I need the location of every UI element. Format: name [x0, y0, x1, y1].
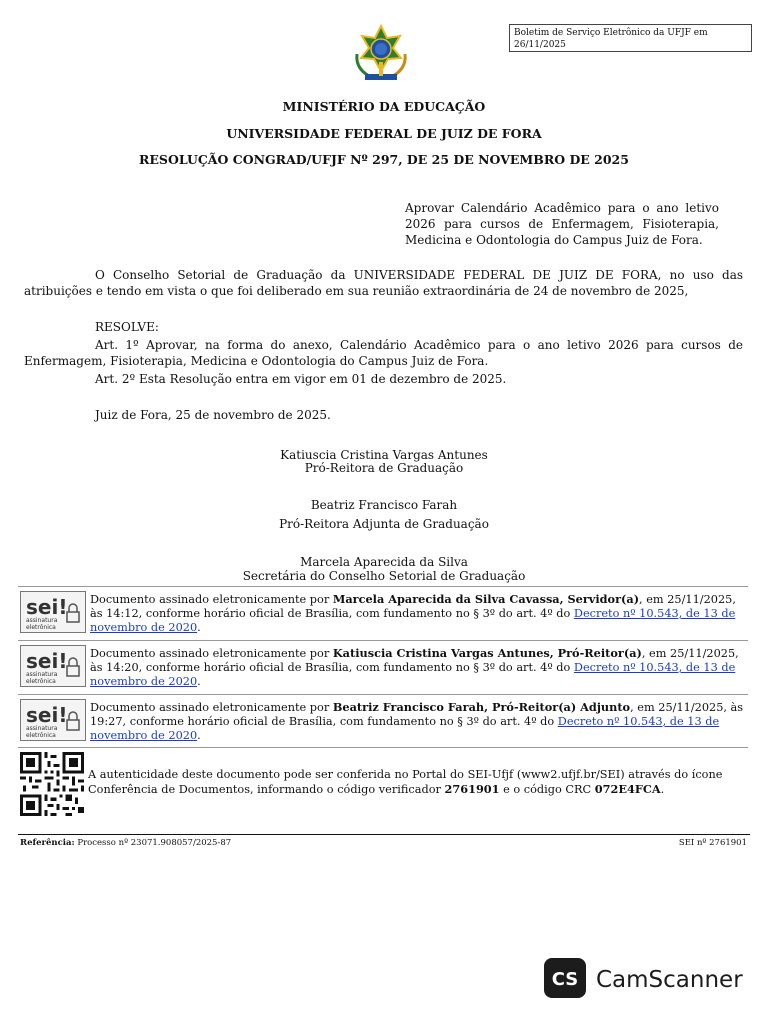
divider	[18, 747, 748, 748]
article-1: Art. 1º Aprovar, na forma do anexo, Calendário Acadêmico para o ano letivo 2026 para cursos de Enfermagem, Fisioterapia, Medicina e Odontologia do Campus Juiz de Fora.	[24, 338, 743, 368]
camscanner-text: CamScanner	[596, 967, 743, 993]
sei-signature-seal-icon	[20, 645, 86, 687]
article-2: Art. 2º Esta Resolução entra em vigor em 01 de dezembro de 2025.	[95, 372, 507, 386]
signatory-role: Pró-Reitora Adjunta de Graduação	[279, 517, 489, 531]
camscanner-logo-icon	[544, 958, 744, 998]
authenticity-notice: A autenticidade deste documento pode ser conferida no Portal do SEI-Ufjf (www2.ufjf.br/SEI) através do ícone Conferência de Documentos, informando o código verificador 2761901 e o código CRC 072E4FCA.	[88, 768, 723, 796]
sei-logo-icon	[21, 700, 85, 740]
boletim-box: Boletim de Serviço Eletrônico da UFJF em 26/11/2025	[509, 24, 752, 52]
signer-name: Beatriz Francisco Farah, Pró-Reitor(a) Adjunto	[332, 700, 631, 714]
brazil-coat-of-arms-icon	[351, 24, 411, 86]
signer-name: Marcela Aparecida da Silva Cavassa, Servidor(a)	[332, 592, 640, 606]
svg-text:sei!: sei!	[26, 649, 68, 673]
camscanner-watermark	[544, 958, 744, 998]
signature-text: Documento assinado eletronicamente por Beatriz Francisco Farah, Pró-Reitor(a) Adjunto, em 25/11/2025, às 19:27, conforme horário oficial de Brasília, com fundamento no § 3º do art. 4º do Decreto nº 10.543, de 13 de novembro de 2020.	[90, 700, 744, 742]
svg-text:sei!: sei!	[26, 703, 68, 727]
svg-text:eletrônica: eletrônica	[26, 678, 56, 685]
reference	[20, 838, 231, 848]
verification-code: 2761901	[444, 782, 500, 796]
decree-link[interactable]: Decreto nº 10.543, de 13 de novembro de 2020	[90, 607, 736, 634]
decree-link[interactable]: Decreto nº 10.543, de 13 de novembro de 2020	[90, 661, 736, 688]
signatory-role: Pró-Reitora de Graduação	[304, 461, 464, 475]
crc-code: 072E4FCA	[594, 782, 661, 796]
svg-text:assinatura: assinatura	[26, 617, 58, 624]
svg-text:CS: CS	[551, 969, 579, 990]
reference-label: Referência:	[20, 838, 75, 848]
signatory-name: Beatriz Francisco Farah	[310, 498, 458, 512]
resolution-title: RESOLUÇÃO CONGRAD/UFJF Nº 297, DE 25 DE NOVEMBRO DE 2025	[139, 152, 629, 167]
university-heading: UNIVERSIDADE FEDERAL DE JUIZ DE FORA	[226, 126, 542, 141]
signature-text: Documento assinado eletronicamente por Marcela Aparecida da Silva Cavassa, Servidor(a), em 25/11/2025, às 14:12, conforme horário oficial de Brasília, com fundamento no § 3º do art. 4º do Decreto nº 10.543, de 13 de novembro de 2020.	[90, 592, 736, 634]
svg-text:eletrônica: eletrônica	[26, 732, 56, 739]
signature-text: Documento assinado eletronicamente por Katiuscia Cristina Vargas Antunes, Pró-Reitor(a), em 25/11/2025, às 14:20, conforme horário oficial de Brasília, com fundamento no § 3º do art. 4º do Decreto nº 10.543, de 13 de novembro de 2020.	[90, 646, 739, 688]
sei-logo-icon	[21, 592, 85, 632]
signatory-role: Secretária do Conselho Setorial de Graduação	[242, 569, 526, 583]
resolve-label: RESOLVE:	[95, 320, 159, 334]
ementa: Aprovar Calendário Acadêmico para o ano letivo 2026 para cursos de Enfermagem, Fisioterapia, Medicina e Odontologia do Campus Juiz de Fora.	[405, 201, 719, 247]
footer-divider	[18, 834, 750, 835]
sei-signature-seal-icon	[20, 699, 86, 741]
signature-block	[18, 694, 748, 747]
signatory-name: Katiuscia Cristina Vargas Antunes	[280, 448, 488, 462]
signature-block	[18, 640, 748, 693]
signature-block	[18, 586, 748, 639]
svg-text:assinatura: assinatura	[26, 671, 58, 678]
place-date: Juiz de Fora, 25 de novembro de 2025.	[95, 408, 331, 422]
qr-code-icon[interactable]	[20, 752, 84, 816]
signer-name: Katiuscia Cristina Vargas Antunes, Pró-Reitor(a)	[332, 646, 642, 660]
ministry-heading: MINISTÉRIO DA EDUCAÇÃO	[282, 99, 486, 114]
signatory-name: Marcela Aparecida da Silva	[300, 555, 468, 569]
decree-link[interactable]: Decreto nº 10.543, de 13 de novembro de 2020	[90, 715, 720, 742]
svg-text:assinatura: assinatura	[26, 725, 58, 732]
reference-process: Processo nº 23071.908057/2025-87	[74, 838, 232, 848]
sei-number: SEI nº 2761901	[678, 838, 747, 848]
svg-text:eletrônica: eletrônica	[26, 624, 56, 631]
sei-signature-seal-icon	[20, 591, 86, 633]
preamble-paragraph: O Conselho Setorial de Graduação da UNIVERSIDADE FEDERAL DE JUIZ DE FORA, no uso das atribuições e tendo em vista o que foi deliberado em sua reunião extraordinária de 24 de novembro de 2025,	[24, 268, 743, 298]
sei-logo-icon	[21, 646, 85, 686]
svg-text:sei!: sei!	[26, 595, 68, 619]
